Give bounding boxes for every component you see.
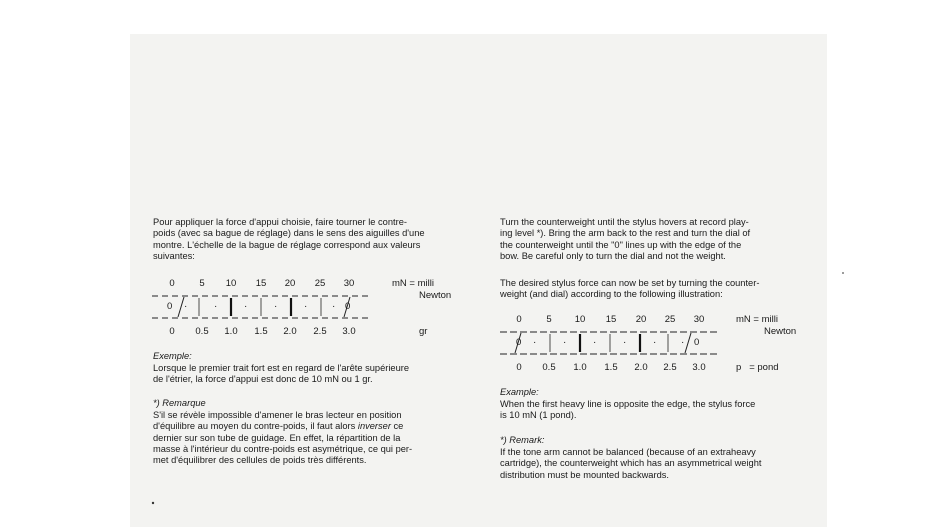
left-remark-text: S'il se révèle impossible d'amener le bras lecteur en position d'équilibre au moyen du contre-poids, il faut alors inverser ce dernier sur son tube de guidage. En effet, la répartition de la masse à l'intérieur du contre-poids est asymétrique, ce qui per- met d'équilibrer des cellules de poids très différents.	[153, 410, 413, 466]
left-example-heading: Exemple:	[153, 351, 192, 361]
scale-tick-label: 1.5	[604, 362, 618, 373]
dial-dot: ·	[304, 301, 308, 312]
dial-dot: ·	[623, 337, 627, 348]
scale-tick-label: 10	[225, 278, 237, 289]
scale-tick-label: 1.0	[573, 362, 587, 373]
right-remark-heading: *) Remark:	[500, 435, 545, 445]
left-gr-unit: gr	[419, 326, 428, 337]
scale-tick-label: 20	[284, 278, 296, 289]
scale-tick-label: 2.5	[313, 326, 327, 337]
left-dial-zero-start: 0	[167, 301, 173, 312]
dial-dot: ·	[332, 301, 336, 312]
scale-tick-label: 3.0	[692, 362, 706, 373]
scale-tick-label: 3.0	[342, 326, 356, 337]
right-example-text: When the first heavy line is opposite the edge, the stylus force is 10 mN (1 pond).	[500, 399, 756, 421]
left-mn-unit: mN = milli	[392, 278, 434, 289]
right-example-heading: Example:	[500, 387, 539, 397]
scale-tick-label: 15	[605, 314, 617, 325]
right-mn-unit: mN = milli	[736, 314, 778, 325]
scale-tick-label: 0.5	[542, 362, 556, 373]
dial-dot: ·	[274, 301, 278, 312]
right-dial-zero-start: 0	[516, 337, 522, 348]
left-mn-scale	[0, 278, 950, 290]
right-p-scale	[0, 362, 950, 374]
right-dial-illustration	[498, 326, 722, 360]
scale-tick-label: 5	[199, 278, 205, 289]
dial-dot: ·	[563, 337, 567, 348]
left-example-text: Lorsque le premier trait fort est en regard de l'arête supérieure de l'étrier, la force d'appui est donc de 10 mN ou 1 gr.	[153, 363, 410, 385]
dial-dot: ·	[681, 337, 685, 348]
dial-dot: ·	[593, 337, 597, 348]
scale-tick-label: 2.0	[283, 326, 297, 337]
dial-dot: ·	[184, 301, 188, 312]
left-remark-heading: *) Remarque	[153, 398, 206, 408]
scale-tick-label: 2.0	[634, 362, 648, 373]
scale-tick-label: 1.5	[254, 326, 268, 337]
left-dial-zero-end: 0	[345, 301, 351, 312]
scale-tick-label: 0	[169, 278, 175, 289]
scale-tick-label: 30	[693, 314, 705, 325]
scale-tick-label: 2.5	[663, 362, 677, 373]
scale-tick-label: 0	[516, 314, 522, 325]
scale-tick-label: 30	[343, 278, 355, 289]
left-gr-scale	[0, 326, 950, 338]
scale-tick-label: 0	[516, 362, 522, 373]
dial-dot: ·	[653, 337, 657, 348]
scale-tick-label: 25	[664, 314, 676, 325]
right-intro2: The desired stylus force can now be set by turning the counter- weight (and dial) according to the following illustration:	[500, 278, 760, 300]
left-intro: Pour appliquer la force d'appui choisie, faire tourner le contre- poids (avec sa bague de réglage) dans le sens des aiguilles d'une montre. L'échelle de la bague de réglage correspond aux valeurs suivantes:	[153, 217, 425, 261]
right-mn-scale	[0, 314, 950, 326]
scale-tick-label: 15	[255, 278, 267, 289]
scale-tick-label: 5	[546, 314, 552, 325]
right-intro: Turn the counterweight until the stylus hovers at record play- ing level *). Bring the arm back to the rest and turn the dial of the counterweight until the "0" lines up with the edge of the bow. Be careful only to turn the dial and not the weight.	[500, 217, 751, 261]
dial-dot: ·	[214, 301, 218, 312]
scale-tick-label: 0	[169, 326, 175, 337]
scale-tick-label: 0.5	[195, 326, 209, 337]
right-p-unit: p = pond	[736, 362, 779, 373]
right-dial-zero-end: 0	[694, 337, 700, 348]
dial-dot: ·	[533, 337, 537, 348]
left-mn-unit-cont: Newton	[419, 290, 452, 301]
scale-tick-label: 25	[314, 278, 326, 289]
right-remark-text: If the tone arm cannot be balanced (because of an extraheavy cartridge), the counterweight which has an asymmetrical weight distribution must be mounted backwards.	[500, 447, 762, 480]
dial-dot: ·	[244, 301, 248, 312]
right-mn-unit-cont: Newton	[764, 326, 797, 337]
scale-tick-label: 1.0	[224, 326, 238, 337]
scale-tick-label: 20	[635, 314, 647, 325]
scale-tick-label: 10	[574, 314, 586, 325]
